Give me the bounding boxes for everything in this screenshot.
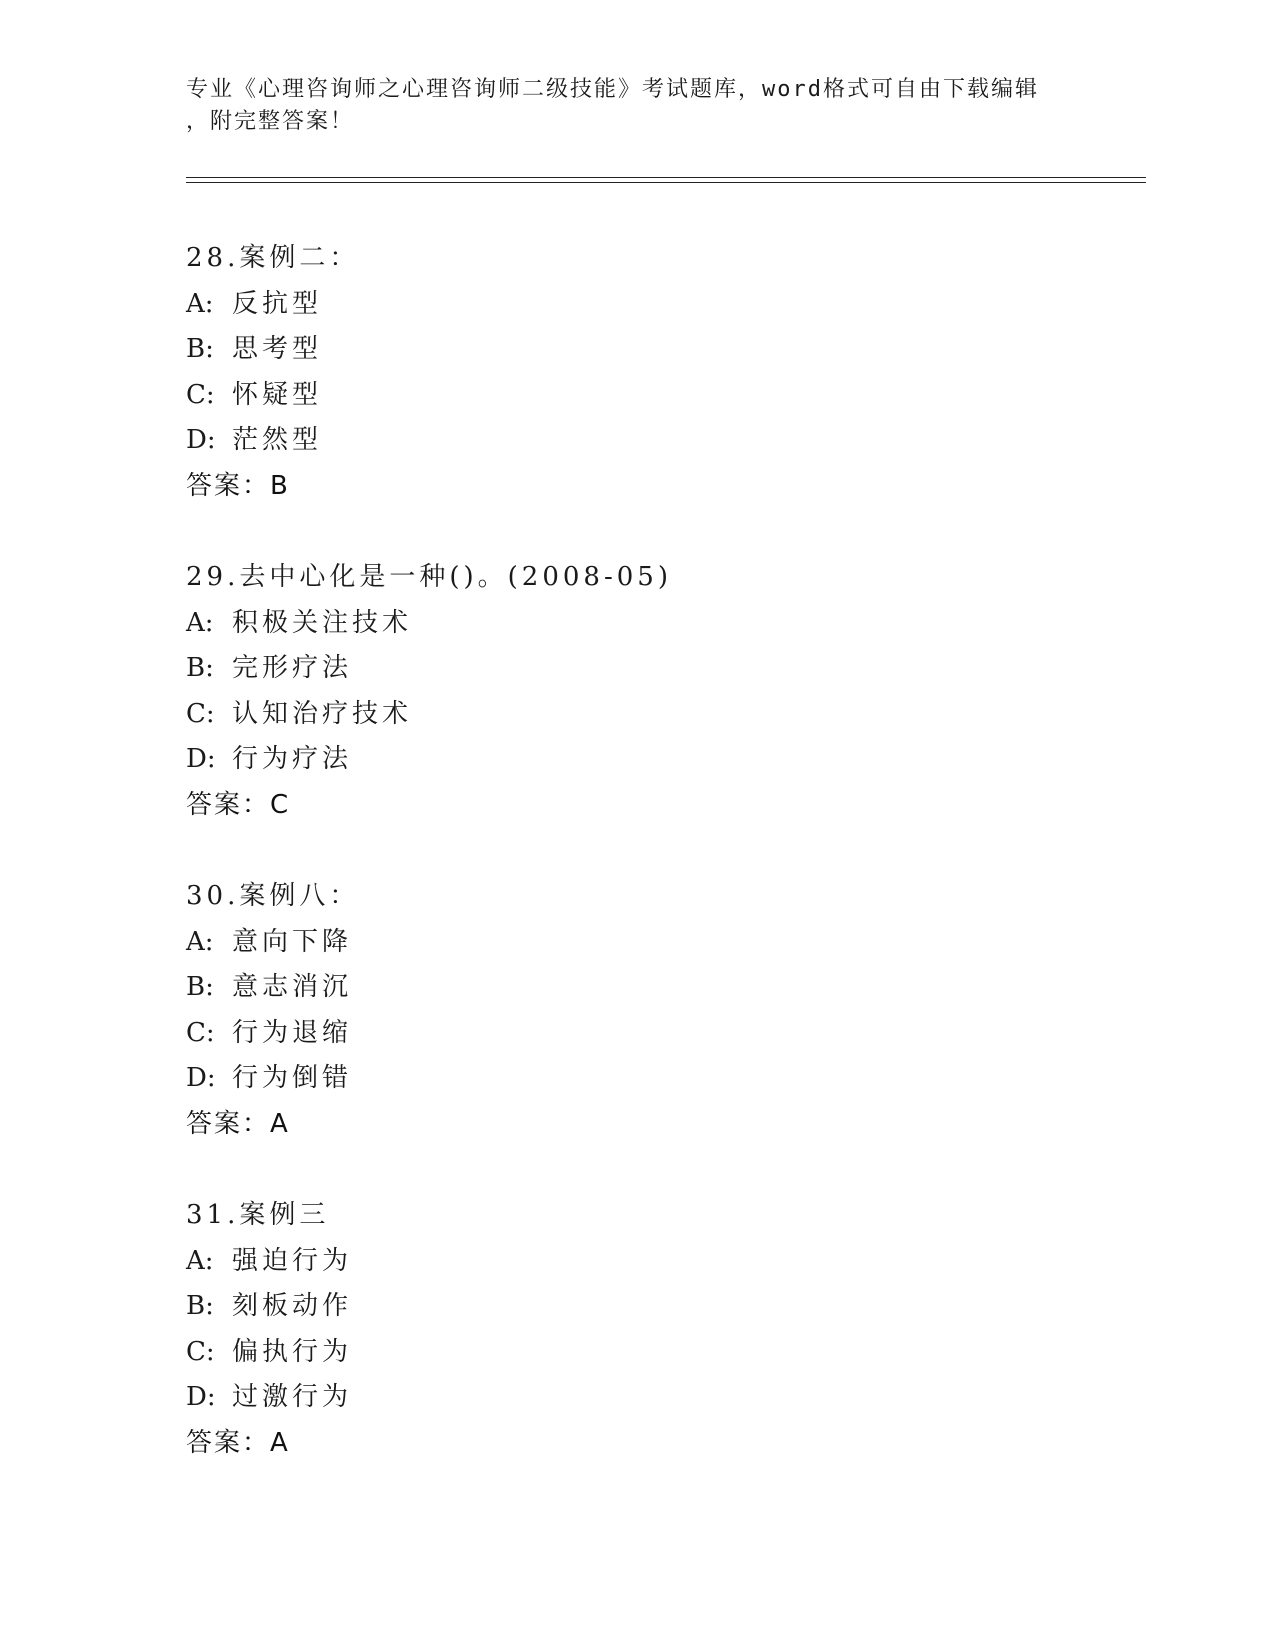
question-stem: 31.案例三	[186, 1200, 330, 1230]
option-letter: A:	[186, 288, 214, 319]
option-text: 刻板动作	[232, 1291, 353, 1321]
option-a	[186, 1239, 1086, 1285]
option-b	[186, 965, 1086, 1011]
option-letter: A:	[186, 1245, 214, 1276]
option-text: 茫然型	[232, 425, 323, 455]
question-stem: 30.案例八：	[186, 881, 360, 911]
option-text: 思考型	[232, 334, 323, 364]
option-b	[186, 1284, 1086, 1330]
question-stem: 28.案例二：	[186, 243, 360, 273]
question-28	[186, 236, 1086, 509]
option-c	[186, 692, 1086, 738]
option-b	[186, 646, 1086, 692]
header-divider-top	[186, 177, 1146, 178]
option-text: 偏执行为	[232, 1336, 353, 1367]
option-d	[186, 1375, 1086, 1421]
option-letter: D:	[186, 1382, 216, 1412]
option-text: 怀疑型	[232, 379, 323, 410]
option-letter: C:	[186, 1017, 215, 1048]
question-list	[186, 236, 1086, 1512]
option-a	[186, 601, 1086, 647]
option-letter: C:	[186, 698, 215, 729]
option-letter: B:	[186, 1291, 214, 1321]
answer-line: 答案：A	[186, 1108, 290, 1139]
option-c	[186, 1330, 1086, 1376]
option-letter: A:	[186, 926, 214, 957]
option-d	[186, 737, 1086, 783]
option-text: 积极关注技术	[232, 607, 413, 638]
option-text: 行为疗法	[232, 744, 353, 774]
header-line-2: ，附完整答案！	[186, 109, 355, 134]
option-text: 完形疗法	[232, 653, 353, 683]
option-text: 强迫行为	[232, 1245, 353, 1276]
option-text: 行为退缩	[232, 1017, 353, 1048]
question-stem: 29.去中心化是一种()。(2008-05)	[186, 562, 672, 592]
option-c	[186, 1011, 1086, 1057]
option-letter: B:	[186, 653, 214, 683]
option-letter: A:	[186, 607, 214, 638]
option-d	[186, 418, 1086, 464]
option-d	[186, 1056, 1086, 1102]
option-a	[186, 920, 1086, 966]
answer-line: 答案：A	[186, 1427, 290, 1458]
option-letter: B:	[186, 972, 214, 1002]
option-letter: D:	[186, 425, 216, 455]
option-a	[186, 282, 1086, 328]
option-letter: B:	[186, 334, 214, 364]
option-text: 过激行为	[232, 1382, 353, 1412]
header-divider-bottom	[186, 182, 1146, 183]
document-header	[186, 74, 1076, 138]
option-letter: C:	[186, 379, 215, 410]
option-text: 意志消沉	[232, 972, 353, 1002]
option-text: 行为倒错	[232, 1063, 353, 1093]
option-text: 认知治疗技术	[232, 698, 413, 729]
answer-line: 答案：C	[186, 789, 291, 820]
option-letter: D:	[186, 1063, 216, 1093]
answer-line: 答案：B	[186, 470, 290, 501]
question-30	[186, 874, 1086, 1147]
option-c	[186, 373, 1086, 419]
option-text: 反抗型	[232, 288, 323, 319]
header-line-1: 专业《心理咨询师之心理咨询师二级技能》考试题库，word格式可自由下载编辑	[186, 77, 1039, 102]
question-31	[186, 1193, 1086, 1466]
question-29	[186, 555, 1086, 828]
option-letter: D:	[186, 744, 216, 774]
option-text: 意向下降	[232, 926, 353, 957]
option-letter: C:	[186, 1336, 215, 1367]
option-b	[186, 327, 1086, 373]
